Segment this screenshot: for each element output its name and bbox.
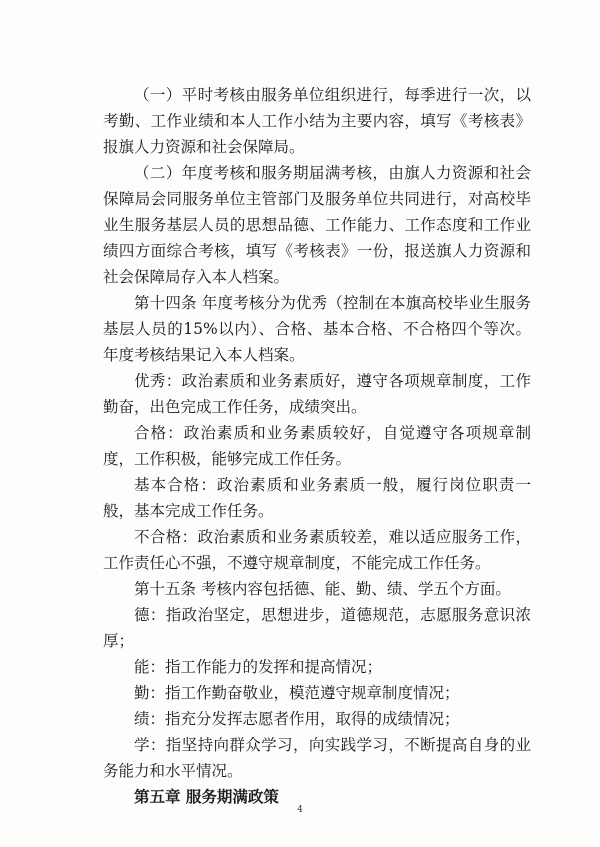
document-body xyxy=(103,82,531,810)
chapter-heading: 第五章 服务期满政策 xyxy=(134,788,279,806)
grade-excellent: 优秀：政治素质和业务素质好，遵守各项规章制度，工作勤奋，出色完成工作任务，成绩突出。 xyxy=(103,372,531,416)
grade-unqualified: 不合格：政治素质和业务素质较差，难以适应服务工作，工作责任心不强，不遵守规章制度，不能完成工作任务。 xyxy=(103,528,531,572)
paragraph-routine-assessment: （一）平时考核由服务单位组织进行，每季进行一次，以考勤、工作业绩和本人工作小结为主要内容，填写《考核表》报旗人力资源和社会保障局。 xyxy=(103,86,531,156)
item-performance: 绩：指充分发挥志愿者作用，取得的成绩情况； xyxy=(134,710,460,728)
item-diligence: 勤：指工作勤奋敬业，模范遵守规章制度情况； xyxy=(134,684,460,702)
grade-qualified: 合格：政治素质和业务素质较好，自觉遵守各项规章制度，工作积极，能够完成工作任务。 xyxy=(103,424,531,468)
item-ability: 能：指工作能力的发挥和提高情况； xyxy=(134,658,383,676)
page-number: 4 xyxy=(297,805,303,815)
item-learning: 学：指坚持向群众学习，向实践学习，不断提高自身的业务能力和水平情况。 xyxy=(103,736,531,780)
paragraph-annual-assessment: （二）年度考核和服务期届满考核，由旗人力资源和社会保障局会同服务单位主管部门及服务单位共同进行，对高校毕业生服务基层人员的思想品德、工作能力、工作态度和工作业绩四方面综合考核，填写《考核表》一份，报送旗人力资源和社会保障局存入本人档案。 xyxy=(103,164,531,286)
item-morality: 德：指政治坚定，思想进步，道德规范，志愿服务意识浓厚； xyxy=(103,606,531,650)
article-14: 第十四条 年度考核分为优秀（控制在本旗高校毕业生服务基层人员的15%以内）、合格、基本合格、不合格四个等次。年度考核结果记入本人档案。 xyxy=(103,294,531,364)
grade-basically-qualified: 基本合格：政治素质和业务素质一般，履行岗位职责一般，基本完成工作任务。 xyxy=(103,476,531,520)
article-15: 第十五条 考核内容包括德、能、勤、绩、学五个方面。 xyxy=(134,580,511,598)
